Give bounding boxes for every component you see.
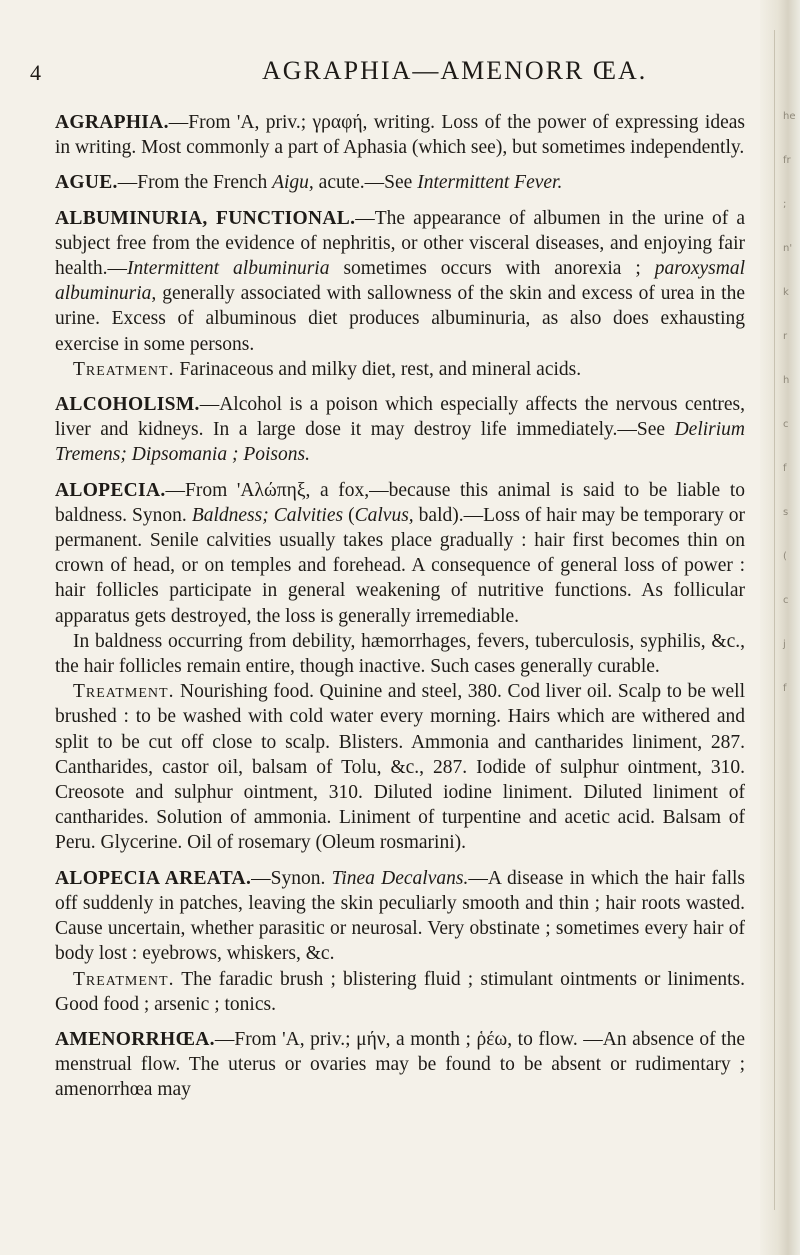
page-header xyxy=(30,56,750,86)
cross-reference: Delirium Tremens; Dipsomania ; Poisons. xyxy=(55,419,745,466)
edge-fragment: j xyxy=(783,639,786,650)
treatment-label: Treatment. xyxy=(73,968,175,990)
edge-fragment: f xyxy=(783,463,787,474)
italic-text: Baldness; Calvities xyxy=(191,504,344,526)
page-edge-rule xyxy=(774,30,775,1210)
page-body xyxy=(55,110,745,1113)
entry-amenorrhoea xyxy=(55,1027,745,1103)
entry-text: ( xyxy=(343,504,355,526)
entry-text: generally associated with sallowness of the skin and excess of urea in the urine. Excess of albuminous diet produces albuminuria, as also does exhausting exercise in some persons. xyxy=(55,283,745,355)
entry-ague xyxy=(55,170,745,195)
edge-text-fragments xyxy=(783,95,799,711)
italic-text: Tinea Decalvans. xyxy=(331,867,469,889)
edge-fragment: c xyxy=(783,595,789,606)
entry-text: —From 'Αλώπηξ, a fox,—because this animal is said to be liable to baldness. Synon. xyxy=(55,479,745,526)
italic-text: Aigu, xyxy=(272,172,314,194)
page-number: 4 xyxy=(30,60,41,85)
headword: ALCOHOLISM. xyxy=(55,394,200,416)
headword: ALOPECIA AREATA. xyxy=(55,867,252,889)
italic-text: Intermittent albuminuria xyxy=(127,258,330,280)
treatment-text: Farinaceous and milky diet, rest, and mineral acids. xyxy=(174,358,582,380)
entry-agraphia xyxy=(55,110,745,160)
treatment-label: Treatment. xyxy=(73,358,175,380)
entry-text: —The appearance of albumen in the urine of a subject free from the evidence of nephritis, or other visceral diseases, and enjoying fair health.— xyxy=(55,207,745,280)
running-head: AGRAPHIA—AMENORR ŒA. xyxy=(262,56,648,85)
italic-text: paroxysmal albuminuria, xyxy=(55,258,745,305)
entry-text: bald).—Loss of hair may be temporary or permanent. Senile calvities usually takes place gradually : hair first becomes thin on crown of head, or on temples and forehead. A consequence of general loss of power : hair follicles participate in general weakening of nutritive functions. As follicular apparatus gets destroyed, the loss is generally irremediable. xyxy=(55,504,746,627)
entry-text: —Alcohol is a poison which especially affects the nervous centres, liver and kidneys. In a large dose it may destroy life immediately.—See xyxy=(55,394,745,441)
entry-text: —From 'A, priv.; μήν, a month ; ῥέω, to flow. —An absence of the menstrual flow. The uterus or ovaries may be found to be absent or rudimentary ; amenorrhœa may xyxy=(55,1028,745,1101)
cross-reference: Intermittent Fever. xyxy=(417,172,563,194)
headword: AMENORRHŒA. xyxy=(55,1028,215,1050)
edge-fragment: s xyxy=(783,507,789,518)
edge-fragment: c xyxy=(783,419,789,430)
entry-albuminuria xyxy=(55,206,745,382)
edge-fragment: f xyxy=(783,683,787,694)
headword: AGRAPHIA. xyxy=(55,112,169,133)
edge-fragment: ; xyxy=(783,199,787,210)
edge-fragment: k xyxy=(783,287,789,298)
edge-fragment: r xyxy=(783,331,788,342)
italic-text: Calvus, xyxy=(354,504,414,526)
treatment-label: Treatment. xyxy=(73,681,175,703)
entry-text: —A disease in which the hair falls off suddenly in patches, leaving the skin peculiarly smooth and thin ; hair roots wasted. Cause uncertain, whether parasitic or neurosal. Very obstinate ; sometimes every hair of body lost : eyebrows, whiskers, &c. xyxy=(55,867,745,965)
treatment-text: Nourishing food. Quinine and steel, 380. Cod liver oil. Scalp to be well brushed : to be washed with cold water every morning. Hairs which are withered and split to be cut off close to scalp. Blisters. Ammonia and cantharides liniment, 287. Cantharides, castor oil, balsam of Tolu, &c., 287. Iodide of sulphur ointment, 310. Creosote and sulphur ointment, 310. Diluted iodine liniment. Diluted liniment of cantharides. Solution of ammonia. Liniment of turpentine and acetic acid. Balsam of Peru. Glycerine. Oil of rosemary (Oleum rosmarini). xyxy=(55,681,745,854)
treatment-text: The faradic brush ; blistering fluid ; stimulant ointments or liniments. Good food ; arsenic ; tonics. xyxy=(55,968,745,1015)
edge-fragment: fr xyxy=(783,155,791,166)
headword: ALBUMINURIA, FUNCTIONAL. xyxy=(55,207,356,229)
entry-text: —Synon. xyxy=(251,867,332,889)
entry-text: acute.—See xyxy=(313,172,418,194)
headword: ALOPECIA. xyxy=(55,479,166,501)
entry-text: —From the French xyxy=(117,172,273,194)
entry-paragraph: In baldness occurring from debility, hæmorrhages, fevers, tuberculosis, syphilis, &c., the hair follicles remain entire, though inactive. Such cases generally curable. xyxy=(55,630,745,678)
entry-text: —From 'A, priv.; γραφή, writing. Loss of the power of expressing ideas in writing. Most commonly a part of Aphasia (which see), but sometimes independently. xyxy=(55,112,745,159)
entry-alcoholism xyxy=(55,392,745,468)
entry-alopecia-areata xyxy=(55,866,745,1017)
entry-text: sometimes occurs with anorexia ; xyxy=(329,258,655,280)
edge-fragment: n' xyxy=(783,243,793,254)
edge-fragment: h xyxy=(783,375,790,386)
edge-fragment: ( xyxy=(783,551,787,562)
headword: AGUE. xyxy=(55,172,118,194)
edge-fragment: he xyxy=(783,111,796,122)
entry-alopecia xyxy=(55,478,745,856)
